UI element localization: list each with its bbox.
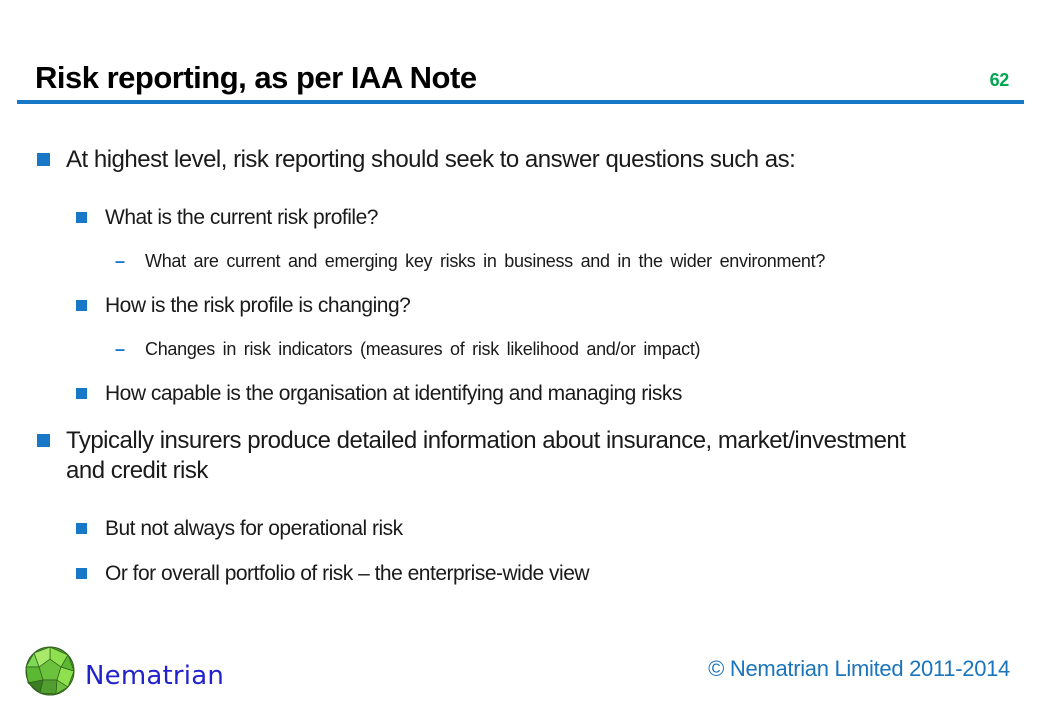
brand-wordmark: Nematrian [85, 661, 225, 691]
bullet-text: What is the current risk profile? [105, 206, 378, 229]
square-bullet-icon [76, 300, 87, 311]
square-bullet-icon [76, 212, 87, 223]
dash-bullet-icon: – [115, 339, 126, 359]
bullet-text: Typically insurers produce detailed information about insurance, market/investment and credit risk [66, 427, 906, 484]
square-bullet-icon [37, 153, 50, 166]
square-bullet-icon [76, 523, 87, 534]
bullet-text: Or for overall portfolio of risk – the enterprise-wide view [105, 562, 590, 585]
square-bullet-icon [76, 568, 87, 579]
bullet-item-level-1 [37, 426, 1040, 486]
copyright-text: © Nematrian Limited 2011-2014 [708, 656, 1010, 681]
bullet-text: At highest level, risk reporting should seek to answer questions such as: [66, 146, 796, 173]
nematrian-polyhedron-logo-icon [24, 645, 76, 697]
bullet-text: What are current and emerging key risks in business and in the wider environment? [145, 251, 826, 271]
bullet-item-level-2 [76, 205, 1040, 231]
bullet-text: But not always for operational risk [105, 517, 403, 540]
square-bullet-icon [37, 434, 50, 447]
bullet-item-level-2 [76, 381, 1040, 407]
bullet-text: How is the risk profile is changing? [105, 294, 411, 317]
title-divider-rule [17, 100, 1024, 104]
bullet-item-level-2 [76, 516, 1040, 542]
bullet-list [0, 137, 1040, 606]
bullet-text: How capable is the organisation at identifying and managing risks [105, 382, 682, 405]
bullet-text: Changes in risk indicators (measures of risk likelihood and/or impact) [145, 339, 701, 359]
page-number: 62 [989, 70, 1009, 90]
bullet-item-level-2 [76, 293, 1040, 319]
square-bullet-icon [76, 388, 87, 399]
dash-bullet-icon: – [115, 251, 126, 271]
page-title: Risk reporting, as per IAA Note [35, 60, 477, 95]
bullet-item-level-3 [115, 338, 1040, 360]
bullet-item-level-1 [37, 145, 1040, 175]
bullet-item-level-3 [115, 250, 1040, 272]
bullet-item-level-2 [76, 561, 1040, 587]
